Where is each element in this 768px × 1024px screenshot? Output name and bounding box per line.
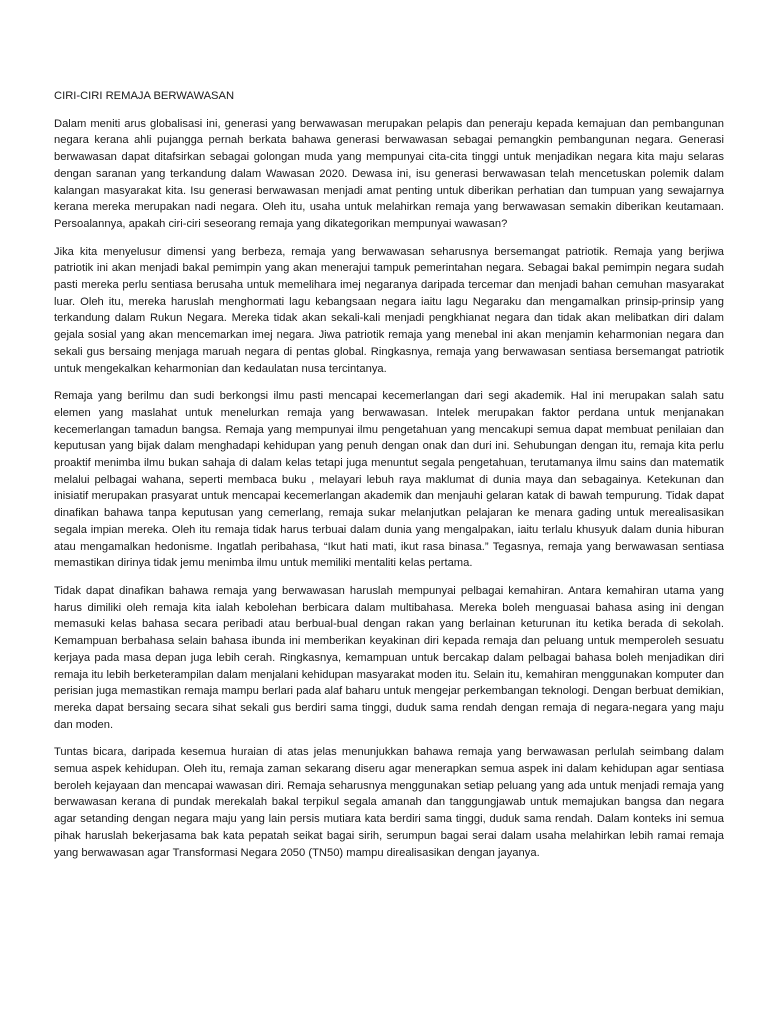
paragraph-knowledge: Remaja yang berilmu dan sudi berkongsi ilmu pasti mencapai kecemerlangan dari segi akademik. Hal ini merupakan salah satu elemen yang maslahat untuk menelurkan remaja yang berwawasan. Intelek merupakan faktor perdana untuk menjanakan kecemerlangan tamadun bangsa. Remaja yang mempunyai ilmu pengetahuan yang mencakupi semua dapat membuat penilaian dan keputusan yang bijak dalam menghadapi kehidupan yang penuh dengan onak dan duri ini. Sehubungan dengan itu, remaja kita perlu proaktif menimba ilmu bukan sahaja di dalam kelas tetapi juga menuntut segala pengetahuan, terutamanya ilmu sains dan matematik melalui pelbagai wahana, seperti membaca buku , melayari lebuh raya maklumat di dunia maya dan sebagainya. Ketekunan dan inisiatif merupakan prasyarat untuk mencapai kecemerlangan akademik dan menjauhi gelaran katak di bawah tempurung. Tidak dapat dinafikan bahawa tanpa keputusan yang cemerlang, remaja sukar melanjutkan pelajaran ke menara gading untuk merealisasikan segala impian mereka. Oleh itu remaja tidak harus terbuai dalam dunia yang mengalpakan, iaitu terlalu khusyuk dalam dunia hiburan atau mengamalkan hedonisme. Ingatlah peribahasa, “Ikut hati mati, ikut rasa binasa.” Tegasnya, remaja yang berwawasan sentiasa memastikan dirinya tidak jemu menimba ilmu untuk memiliki mentaliti kelas pertama. xyxy=(54,390,724,570)
paragraph-patriotism: Jika kita menyelusur dimensi yang berbeza, remaja yang berwawasan seharusnya bersemangat patriotik. Remaja yang berjiwa patriotik ini akan menjadi bakal pemimpin yang akan menerajui tampuk pemerintahan negara. Sebagai bakal pemimpin negara sudah pasti mereka perlu sentiasa berusaha untuk memelihara imej negaranya daripada tercemar dan menjadi bahan cemuhan masyarakat luar. Oleh itu, mereka haruslah menghormati lagu kebangsaan negara iaitu lagu Negaraku dan mengamalkan prinsip-prinsip yang terkandung dalam Rukun Negara. Mereka tidak akan sekali-kali menjadi pengkhianat negara dan tidak akan melibatkan diri dalam gejala sosial yang akan mencemarkan imej negara. Jiwa patriotik remaja yang menebal ini akan menjamin keharmonian negara dan sekali gus bersaing menjaga maruah negara di pentas global. Ringkasnya, remaja yang berwawasan sentiasa bersemangat patriotik untuk mengekalkan keharmonian dan kedaulatan nusa tercintanya. xyxy=(54,245,724,375)
paragraph-skills: Tidak dapat dinafikan bahawa remaja yang berwawasan haruslah mempunyai pelbagai kemahiran. Antara kemahiran utama yang harus dimiliki oleh remaja kita ialah kebolehan berbicara dalam multibahasa. Mereka boleh menguasai bahasa asing ini dengan memasuki kelas bahasa secara peribadi atau berbual-bual dengan rakan yang berlainan keturunan itu ketika berada di sekolah. Kemampuan berbahasa selain bahasa ibunda ini memberikan keyakinan diri kepada remaja dan peluang untuk memperoleh sesuatu kerjaya pada masa depan juga lebih cerah. Ringkasnya, kemampuan untuk bercakap dalam pelbagai bahasa boleh menjadikan diri remaja itu lebih berketerampilan dalam menjalani kehidupan masyarakat moden itu. Selain itu, kemahiran menggunakan komputer dan perisian juga memastikan remaja mampu berlari pada alaf baharu untuk mengejar perkembangan teknologi. Dengan berbuat demikian, mereka dapat bersaing secara sihat sekali gus berdiri sama tinggi, duduk sama rendah dengan remaja di negara-negara yang maju dan moden. xyxy=(54,584,724,731)
paragraph-conclusion: Tuntas bicara, daripada kesemua huraian di atas jelas menunjukkan bahawa remaja yang berwawasan perlulah seimbang dalam semua aspek kehidupan. Oleh itu, remaja zaman sekarang diseru agar menerapkan semua aspek ini dalam kehidupan agar sentiasa beroleh kejayaan dan mencapai wawasan diri. Remaja seharusnya menggunakan setiap peluang yang ada untuk menjadi remaja yang berwawasan kerana di pundak merekalah bakal terpikul segala amanah dan tanggungjawab untuk memajukan bangsa dan negara agar setanding dengan negara maju yang lain persis mutiara kata berdiri sama tinggi, duduk sama rendah. Dalam konteks ini semua pihak haruslah bekerjasama bak kata pepatah seikat bagai sirih, serumpun bagai serai dalam usaha melahirkan lebih ramai remaja yang berwawasan agar Transformasi Negara 2050 (TN50) mampu direalisasikan dengan jayanya. xyxy=(54,746,724,859)
document-body xyxy=(54,88,724,872)
document-title: CIRI-CIRI REMAJA BERWAWASAN xyxy=(54,90,235,102)
paragraph-introduction: Dalam meniti arus globalisasi ini, generasi yang berwawasan merupakan pelapis dan peneraju kepada kemajuan dan pembangunan negara kerana ahli pujangga pernah berkata bahawa generasi berwawasan sebagai pemangkin pembangunan negara. Generasi berwawasan dapat ditafsirkan sebagai golongan muda yang mempunyai cita-cita tinggi untuk menjadikan negara kita maju selaras dengan saranan yang terkandung dalam Wawasan 2020. Dewasa ini, isu generasi berwawasan telah mencetuskan polemik dalam kalangan masyarakat kita. Isu generasi berwawasan menjadi amat penting untuk diberikan perhatian dan tumpuan yang sewajarnya kerana mereka merupakan nadi negara. Oleh itu, usaha untuk melahirkan remaja yang berwawasan semakin diberikan keutamaan. Persoalannya, apakah ciri-ciri seseorang remaja yang dikategorikan mempunyai wawasan? xyxy=(54,117,724,230)
